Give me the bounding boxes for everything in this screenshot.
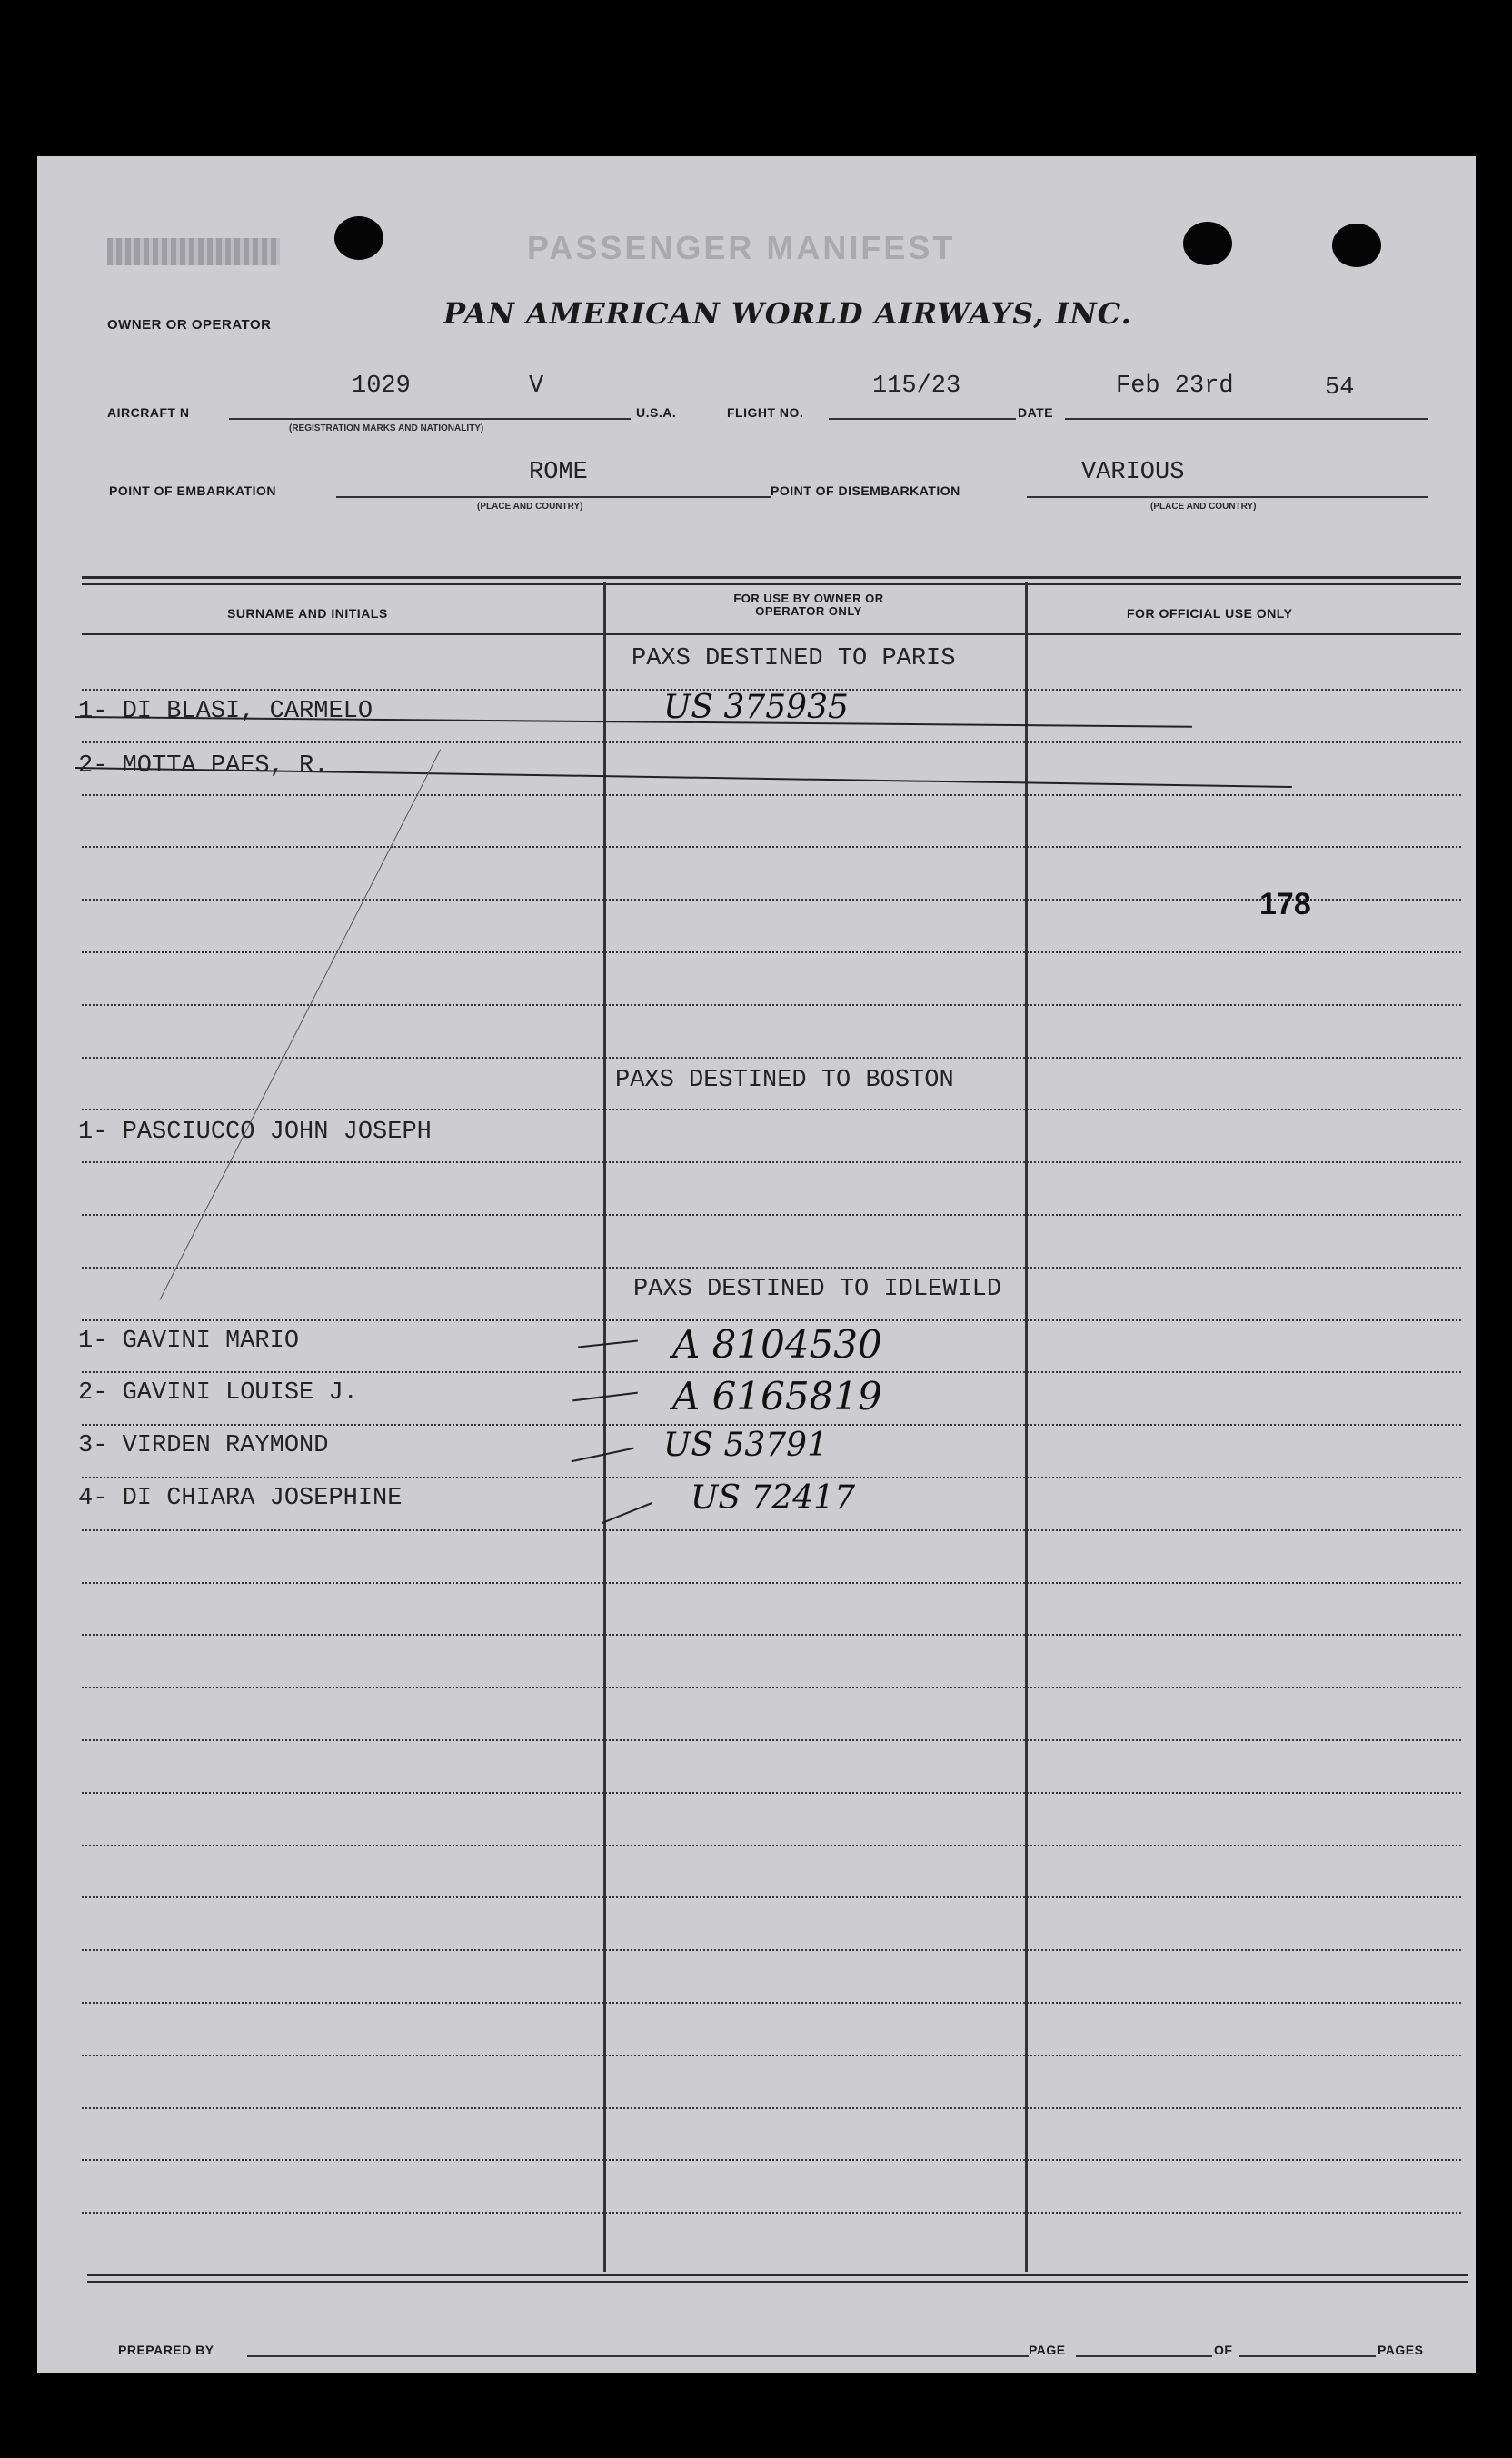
ruled-line: [82, 741, 1461, 743]
ruled-line: [82, 794, 1461, 796]
passenger-document: US 72417: [691, 1479, 855, 1517]
passenger-name: 3- VIRDEN RAYMOND: [78, 1432, 329, 1459]
ruled-line: [82, 2107, 1461, 2109]
ruled-line: [82, 1477, 1461, 1478]
embarkation-caption: (PLACE AND COUNTRY): [477, 502, 583, 512]
faded-stamp: [107, 238, 280, 265]
aircraft-nationality: V: [529, 373, 544, 400]
pages-label: PAGES: [1378, 2343, 1424, 2357]
group-heading-paris: PAXS DESTINED TO PARIS: [632, 645, 956, 672]
ruled-line: [82, 2212, 1461, 2214]
of-label: OF: [1214, 2343, 1233, 2357]
ruled-line: [82, 1267, 1461, 1269]
passenger-name: 4- DI CHIARA JOSEPHINE: [78, 1485, 403, 1512]
ruled-line: [82, 1529, 1461, 1531]
ruled-line: [82, 1004, 1461, 1006]
group-heading-idlewild: PAXS DESTINED TO IDLEWILD: [633, 1276, 1002, 1303]
disembarkation-caption: (PLACE AND COUNTRY): [1150, 502, 1257, 512]
form-title: PASSENGER MANIFEST: [527, 229, 956, 266]
flight-number: 115/23: [872, 373, 961, 400]
ruled-line: [82, 899, 1461, 901]
table-top-rule-2: [82, 583, 1461, 585]
company-name: PAN AMERICAN WORLD AIRWAYS, INC.: [443, 296, 1132, 331]
table-top-rule: [82, 576, 1461, 579]
col-surname-header: SURNAME AND INITIALS: [227, 606, 388, 621]
flight-line: [829, 418, 1016, 420]
passenger-name: 1- PASCIUCCO JOHN JOSEPH: [78, 1119, 432, 1146]
punch-hole-right: [1183, 222, 1232, 265]
table-bottom-rule: [87, 2274, 1468, 2276]
prepared-by-line: [247, 2355, 1029, 2357]
ruled-line: [82, 1687, 1461, 1688]
passenger-name: 2- GAVINI LOUISE J.: [78, 1379, 358, 1407]
passenger-name: 2- MOTTA PAES, R.: [78, 752, 329, 780]
ruled-line: [82, 1634, 1461, 1636]
date-line: [1065, 418, 1428, 420]
passenger-document: US 53791: [663, 1427, 828, 1464]
page-line: [1076, 2355, 1212, 2357]
ruled-line: [82, 1161, 1461, 1163]
ruled-line: [82, 846, 1461, 848]
ruled-line: [82, 1739, 1461, 1741]
ruled-line: [82, 1371, 1461, 1373]
ruled-line: [82, 1109, 1461, 1110]
punch-hole-left: [334, 216, 383, 260]
flight-date: Feb 23rd: [1116, 373, 1234, 400]
col-official-header: FOR OFFICIAL USE ONLY: [1127, 606, 1293, 621]
table-bottom-rule-2: [87, 2281, 1468, 2283]
page-stamp: 178: [1259, 887, 1311, 921]
group-heading-boston: PAXS DESTINED TO BOSTON: [615, 1067, 954, 1094]
ruled-line: [82, 1424, 1461, 1426]
aircraft-number: 1029: [352, 373, 411, 400]
of-line: [1239, 2355, 1376, 2357]
owner-label: OWNER OR OPERATOR: [107, 317, 272, 333]
embarkation-place: ROME: [529, 459, 588, 486]
usa-label: U.S.A.: [636, 405, 677, 420]
column-divider-1: [603, 582, 606, 2272]
ruled-line: [82, 1949, 1461, 1951]
passenger-name: 1- DI BLASI, CARMELO: [78, 698, 373, 725]
ruled-line: [82, 1214, 1461, 1216]
ruled-line: [82, 1582, 1461, 1584]
disembarkation-place: VARIOUS: [1081, 459, 1185, 486]
passenger-document: A 6165819: [672, 1374, 882, 1418]
ruled-line: [82, 1057, 1461, 1059]
ruled-line: [82, 2055, 1461, 2056]
punch-hole-far-right: [1332, 224, 1381, 267]
ruled-line: [82, 951, 1461, 953]
registration-caption: (REGISTRATION MARKS AND NATIONALITY): [289, 423, 484, 433]
header-bottom-rule: [82, 633, 1461, 635]
col-owner-header: FOR USE BY OWNER OR OPERATOR ONLY: [733, 592, 884, 618]
ruled-line: [82, 1896, 1461, 1898]
disembarkation-line: [1027, 496, 1428, 498]
ruled-line: [82, 1319, 1461, 1321]
embarkation-label: POINT OF EMBARKATION: [109, 483, 276, 498]
ruled-line: [82, 1792, 1461, 1794]
page-label: PAGE: [1029, 2343, 1066, 2357]
passenger-name: 1- GAVINI MARIO: [78, 1328, 300, 1355]
ruled-line: [82, 2002, 1461, 2004]
passenger-document: A 8104530: [672, 1322, 882, 1367]
column-divider-2: [1025, 582, 1028, 2272]
aircraft-line: [229, 418, 631, 420]
embarkation-line: [336, 496, 771, 498]
disembarkation-label: POINT OF DISEMBARKATION: [771, 483, 960, 498]
flight-label: FLIGHT NO.: [727, 405, 804, 420]
date-label: DATE: [1018, 405, 1054, 420]
aircraft-label: AIRCRAFT N: [107, 405, 190, 420]
ruled-line: [82, 1845, 1461, 1846]
prepared-by-label: PREPARED BY: [118, 2343, 214, 2357]
flight-year: 54: [1325, 374, 1355, 402]
passenger-document: US 375935: [663, 689, 849, 726]
ruled-line: [82, 2159, 1461, 2161]
